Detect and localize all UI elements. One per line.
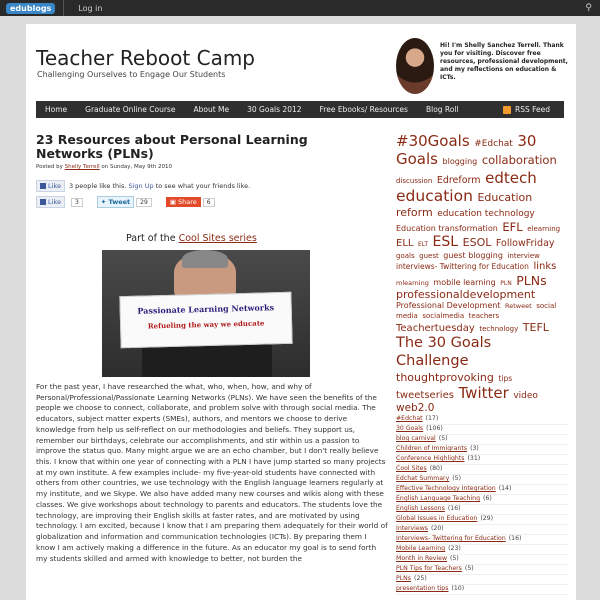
- tag-link[interactable]: #Edchat: [474, 139, 513, 149]
- nav-item-about-me[interactable]: About Me: [193, 105, 230, 114]
- share-button[interactable]: ▣ Share: [166, 197, 201, 207]
- like-count: 3: [71, 198, 83, 207]
- tag-link[interactable]: FollowFriday: [495, 237, 555, 249]
- category-count: (5): [452, 475, 462, 483]
- rss-feed-label: RSS Feed: [514, 105, 550, 114]
- nav-item-home[interactable]: Home: [45, 105, 68, 114]
- tag-link[interactable]: technology: [479, 325, 519, 334]
- series-link[interactable]: Cool Sites series: [178, 233, 257, 244]
- search-icon[interactable]: ⚲: [585, 3, 592, 13]
- byline-date: on Sunday, May 9th 2010: [101, 164, 173, 170]
- nav-item-30-goals-2012[interactable]: 30 Goals 2012: [247, 105, 302, 114]
- top-bar: [0, 0, 600, 16]
- tag-link[interactable]: PLN: [500, 279, 512, 287]
- category-link[interactable]: Edchat Summary: [396, 475, 450, 483]
- tag-link[interactable]: socialmedia: [422, 312, 465, 321]
- tag-link[interactable]: interviews- Twittering for Education: [396, 261, 529, 271]
- nav-item-free-ebooks[interactable]: Free Ebooks/ Resources: [319, 105, 408, 114]
- category-count: (23): [448, 544, 461, 552]
- tag-link[interactable]: edtech: [485, 168, 537, 187]
- category-link[interactable]: Month in Review: [396, 554, 448, 562]
- tag-link[interactable]: professionaldevelopment: [396, 288, 536, 302]
- category-item: [396, 565, 568, 575]
- post-image: [102, 250, 310, 377]
- tag-link[interactable]: interview: [507, 251, 540, 260]
- tag-link[interactable]: mlearning: [396, 278, 429, 287]
- tag-link[interactable]: thoughtprovoking: [396, 370, 494, 384]
- tag-link[interactable]: ELT: [418, 240, 428, 248]
- tag-link[interactable]: discussion: [396, 176, 433, 185]
- category-link[interactable]: Children of Immigrants: [396, 445, 468, 453]
- tag-link[interactable]: video: [513, 391, 538, 402]
- tag-link[interactable]: ESOL: [462, 235, 492, 249]
- site-tagline: Challenging Ourselves to Engage Our Students: [37, 70, 226, 79]
- nav-item-blog-roll[interactable]: Blog Roll: [425, 105, 459, 114]
- category-count: (106): [426, 425, 443, 433]
- category-count: (25): [414, 574, 427, 582]
- tag-link[interactable]: Education transformation: [396, 223, 498, 233]
- category-link[interactable]: English Language Teaching: [396, 495, 481, 503]
- category-item: [396, 465, 568, 475]
- category-link[interactable]: Interviews: [396, 525, 428, 533]
- category-link[interactable]: blog carnival: [396, 435, 436, 443]
- tag-link[interactable]: EFL: [502, 219, 523, 234]
- category-item: [396, 585, 568, 595]
- sign-line-2: Refueling the way we educate: [147, 318, 265, 331]
- tweet-button[interactable]: ✦ Tweet: [97, 196, 134, 208]
- tweet-count: 29: [136, 198, 152, 207]
- post-body: For the past year, I have researched the what, who, when, how, and why of Personal/Professional/Passionate Learning Networks (PLNs). We have seen the benefits of the people we choose to connect, collaborate, and problem solve with through social media. The educators, subject matter experts (SMEs), authors, and mentors we choose to derive knowledge from help us self-reflect on our methodologies and beliefs. They support us, remember our birthdays, celebrate our accomplishments, and stir within us a passion to improve the status quo. Many might argue we are an echo chamber, but I don't really believe this. I know that within one year of connecting with a PLN I have jump started so many projects at my own institute. A few examples include- my five-year-old students have connected with others from other countries, we use technology with the English language learners regularly at my institute, and we Skype. We also have added many new courses and wikis along with these classes. We give workshops about technology to parents and educators. The students love the technology, are improving their English skills at faster rates, and are motivated by using technology. I am excited, because I know that I am preparing them adequately for their world of globalization and information and communication technologies (ICTs). By preparing them I know I am actively making a difference in the future. As an educator my goal is to send forth my students skilled and armed with knowledge to better, not burden the: [36, 382, 388, 563]
- facebook-like-button[interactable]: [36, 180, 65, 192]
- tag-link[interactable]: tweetseries: [396, 390, 454, 402]
- category-link[interactable]: Effective Technology Integration: [396, 485, 496, 493]
- category-link[interactable]: Conference Highlights: [396, 455, 465, 463]
- category-count: (16): [447, 505, 461, 513]
- tag-link[interactable]: blogging: [442, 157, 478, 167]
- share-count: 6: [203, 198, 215, 207]
- category-item: [396, 575, 568, 585]
- category-item: [396, 425, 568, 435]
- tag-cloud: [396, 132, 568, 415]
- tag-link[interactable]: Teachertuesday: [396, 323, 475, 335]
- category-link[interactable]: Cool Sites: [396, 465, 427, 473]
- like-text-suffix: to see what your friends like.: [155, 182, 251, 190]
- signup-link[interactable]: Sign Up: [128, 182, 154, 190]
- category-count: (17): [425, 415, 439, 423]
- tag-link[interactable]: Education reform: [396, 190, 533, 219]
- category-item: [396, 495, 568, 505]
- rss-icon: [503, 106, 511, 114]
- image-sign: [119, 292, 292, 348]
- topbar-divider: [63, 0, 64, 16]
- author-link[interactable]: Shelly Terrell: [64, 164, 100, 170]
- tag-link[interactable]: social media: [396, 302, 557, 321]
- tag-link[interactable]: mobile learning: [433, 277, 496, 287]
- category-item: [396, 435, 568, 445]
- category-item: [396, 515, 568, 525]
- like-text: 3 people like this.: [68, 182, 127, 190]
- category-link[interactable]: Global Issues in Education: [396, 515, 478, 523]
- facebook-like-row: [36, 180, 250, 192]
- series-note: [126, 233, 257, 244]
- nav-item-graduate-online-course[interactable]: Graduate Online Course: [85, 105, 176, 114]
- rss-feed-link[interactable]: [503, 105, 550, 114]
- category-item: [396, 535, 568, 545]
- tag-link[interactable]: education technology: [437, 208, 535, 219]
- tag-link[interactable]: teachers: [468, 312, 500, 321]
- category-count: (31): [467, 455, 481, 463]
- category-item: [396, 525, 568, 535]
- main-nav: [36, 101, 564, 118]
- category-count: (5): [464, 564, 474, 572]
- tag-link[interactable]: elearning: [527, 224, 561, 233]
- tag-link[interactable]: guest: [419, 251, 439, 260]
- series-prefix: Part of the: [126, 233, 176, 244]
- thumbs-up-icon: [40, 183, 46, 189]
- tag-link[interactable]: web2.0: [396, 402, 435, 415]
- post-title[interactable]: 23 Resources about Personal Learning Networks (PLNs): [36, 132, 308, 162]
- category-count: (80): [429, 465, 443, 473]
- tag-link[interactable]: Retweet: [505, 302, 532, 311]
- tag-link[interactable]: collaboration: [481, 153, 557, 168]
- tag-link[interactable]: TEFL: [522, 321, 549, 335]
- tag-link[interactable]: The 30 Goals Challenge: [396, 335, 492, 369]
- site-title[interactable]: Teacher Reboot Camp: [36, 46, 256, 70]
- author-bio: Hi! I'm Shelly Sanchez Terrell. Thank you for visiting. Discover free resources, professional development, and my reflections on education & ICTs.: [440, 42, 568, 82]
- category-link[interactable]: PLN Tips for Teachers: [396, 564, 462, 572]
- category-count: (29): [480, 515, 494, 523]
- category-item: [396, 475, 568, 485]
- facebook-like-label: Like: [48, 182, 61, 190]
- category-link[interactable]: English Lessons: [396, 505, 445, 513]
- tag-link[interactable]: Twitter: [458, 384, 509, 403]
- tag-link[interactable]: goals: [396, 251, 415, 260]
- byline-prefix: Posted by: [36, 164, 63, 170]
- category-list: [396, 415, 568, 595]
- category-count: (6): [483, 495, 492, 503]
- category-count: (3): [470, 445, 479, 453]
- category-item: [396, 485, 568, 495]
- tag-link[interactable]: #30Goals: [396, 132, 470, 150]
- share-label: Share: [178, 198, 197, 206]
- tag-link[interactable]: PLNs: [516, 272, 547, 288]
- category-count: (10): [451, 584, 465, 592]
- tag-link[interactable]: 30 Goals: [396, 132, 537, 169]
- category-item: [396, 445, 568, 455]
- tag-link[interactable]: links: [533, 260, 557, 272]
- tag-link[interactable]: Professional Development: [396, 301, 501, 311]
- thumbs-up-icon: [40, 199, 46, 205]
- tag-link[interactable]: tips: [498, 373, 513, 383]
- category-link[interactable]: Mobile Learning: [396, 544, 446, 552]
- category-link[interactable]: PLNs: [396, 574, 412, 582]
- category-item: [396, 505, 568, 515]
- tag-link[interactable]: Edreform: [436, 174, 481, 186]
- author-avatar: [396, 38, 434, 94]
- category-item: [396, 545, 568, 555]
- category-item: [396, 415, 568, 425]
- tweet-label: Tweet: [108, 198, 131, 206]
- tag-link[interactable]: education: [396, 186, 473, 205]
- category-item: [396, 555, 568, 565]
- share-buttons-row: [36, 196, 229, 208]
- category-link[interactable]: Interviews- Twittering for Education: [396, 535, 506, 542]
- category-count: (5): [450, 554, 459, 562]
- image-person-hair: [182, 250, 228, 268]
- login-link[interactable]: Log in: [78, 3, 103, 13]
- tag-link[interactable]: ESL: [432, 233, 459, 250]
- category-count: (14): [498, 485, 512, 493]
- category-count: (20): [431, 525, 444, 533]
- category-count: (16): [508, 535, 522, 542]
- category-count: (5): [438, 435, 448, 443]
- category-link[interactable]: #Edchat: [396, 415, 423, 423]
- facebook-like-small-label: Like: [48, 198, 61, 206]
- facebook-like-small-button[interactable]: [36, 196, 65, 208]
- edublogs-logo[interactable]: edublogs: [6, 3, 55, 14]
- category-item: [396, 455, 568, 465]
- sign-line-1: Passionate Learning Networks: [137, 302, 275, 316]
- page-container: [26, 24, 576, 600]
- tag-link[interactable]: ELL: [396, 237, 414, 249]
- sidebar: [396, 132, 568, 595]
- category-link[interactable]: 30 Goals: [396, 425, 424, 433]
- tag-link[interactable]: guest blogging: [443, 250, 503, 260]
- category-link[interactable]: presentation tips: [396, 584, 449, 592]
- post-byline: [36, 164, 172, 170]
